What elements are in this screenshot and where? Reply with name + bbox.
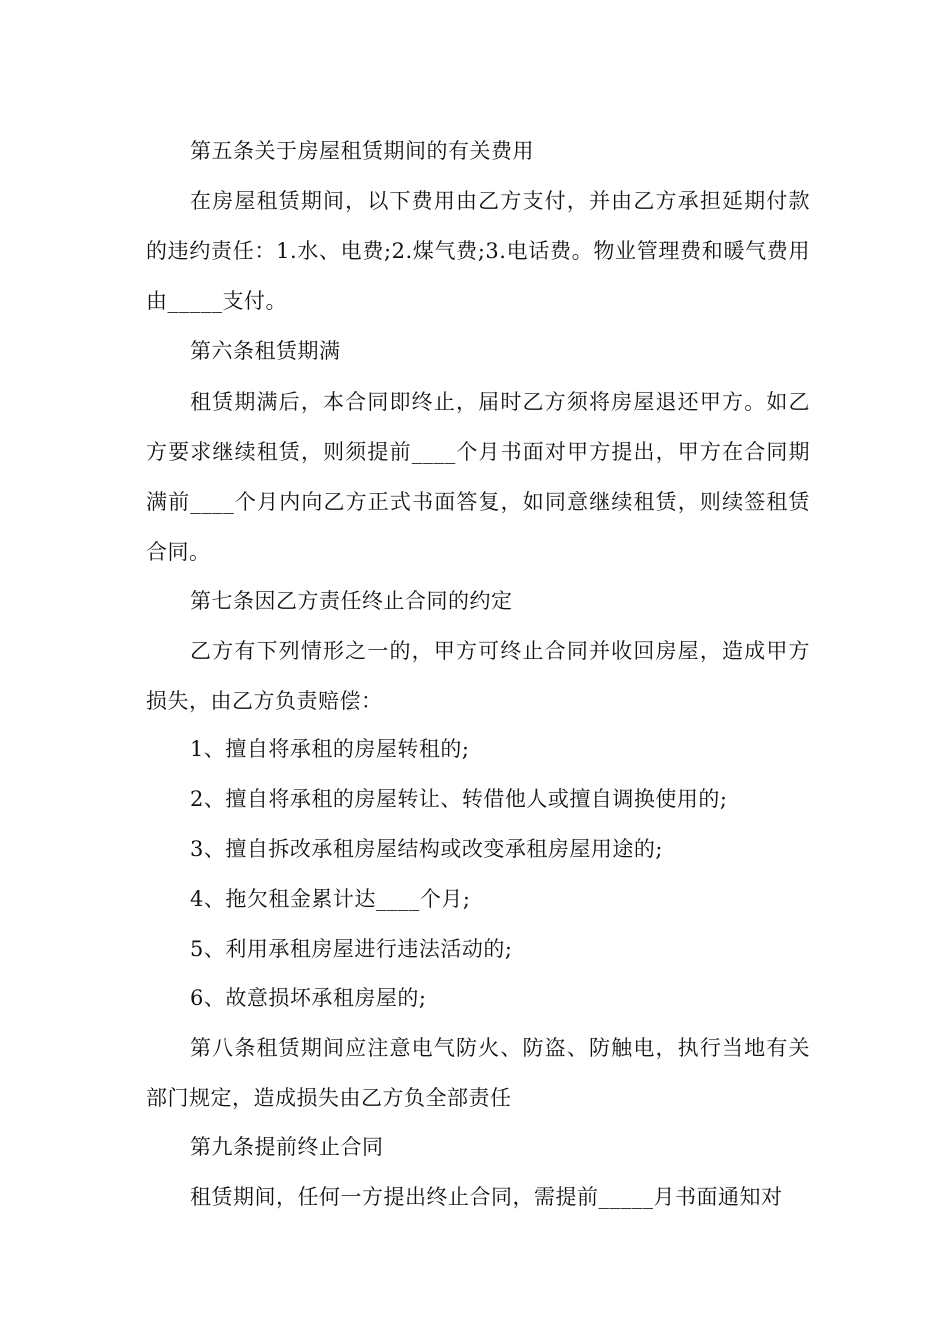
article-7-item-6: 6、故意损坏承租房屋的; (190, 986, 427, 1010)
article-9-paragraph: 租赁期间，任何一方提出终止合同，需提前_____月书面通知对 (190, 1185, 783, 1209)
article-7-item-1: 1、擅自将承租的房屋转租的; (190, 737, 470, 761)
article-7-item-3: 3、擅自拆改承租房屋结构或改变承租房屋用途的; (190, 837, 663, 861)
article-7-heading: 第七条因乙方责任终止合同的约定 (190, 589, 513, 613)
article-7-item-5: 5、利用承租房屋进行违法活动的; (190, 937, 513, 961)
article-8-paragraph: 第八条租赁期间应注意电气防火、防盗、防触电，执行当地有关部门规定，造成损失由乙方负全部责任 (146, 1036, 810, 1110)
article-6-paragraph: 租赁期满后，本合同即终止，届时乙方须将房屋退还甲方。如乙方要求继续租赁，则须提前____个月书面对甲方提出，甲方在合同期满前____个月内向乙方正式书面答复，如同意继续租赁，则续签租赁合同。 (146, 390, 810, 564)
article-7-paragraph: 乙方有下列情形之一的，甲方可终止合同并收回房屋，造成甲方损失，由乙方负责赔偿： (146, 639, 810, 713)
article-5-paragraph: 在房屋租赁期间，以下费用由乙方支付，并由乙方承担延期付款的违约责任：1.水、电费;2.煤气费;3.电话费。物业管理费和暖气费用由_____支付。 (146, 189, 810, 313)
article-7-item-4: 4、拖欠租金累计达____个月; (190, 887, 471, 911)
article-5-heading: 第五条关于房屋租赁期间的有关费用 (190, 139, 534, 163)
article-6-heading: 第六条租赁期满 (190, 339, 341, 363)
article-7-item-2: 2、擅自将承租的房屋转让、转借他人或擅自调换使用的; (190, 787, 728, 811)
article-9-heading: 第九条提前终止合同 (190, 1135, 384, 1159)
